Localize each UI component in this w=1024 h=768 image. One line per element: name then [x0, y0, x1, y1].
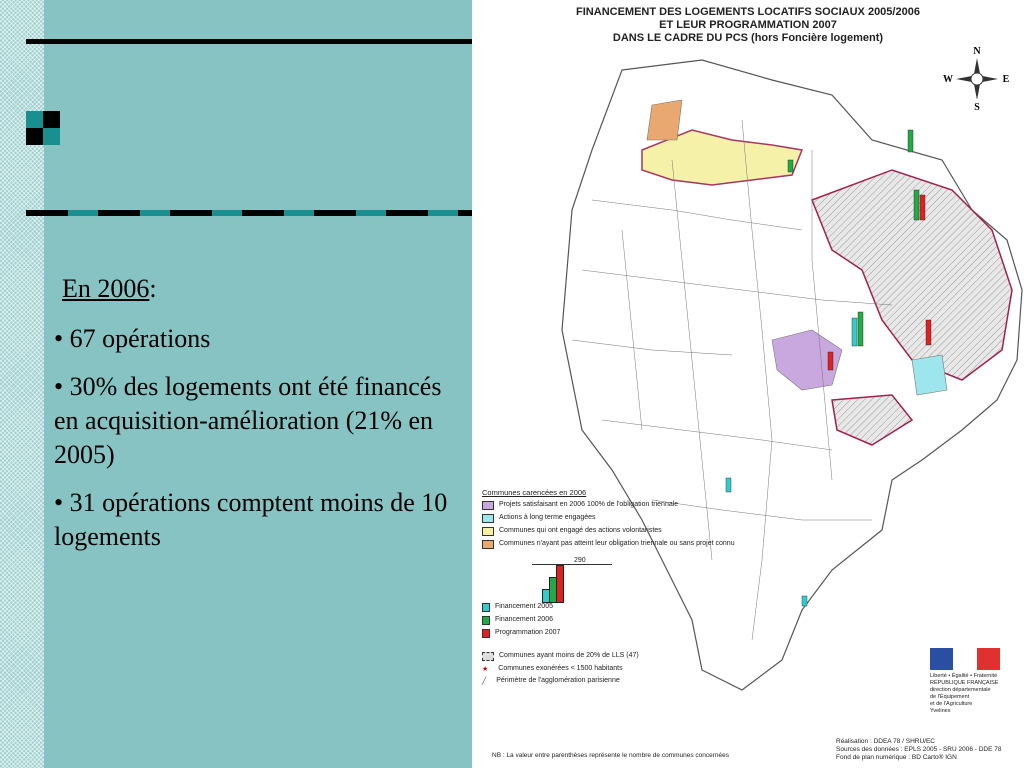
compass-e-label: E — [1002, 74, 1010, 85]
legend-series: Programmation 2007 — [482, 629, 782, 638]
map-legend — [482, 488, 782, 689]
map-note: NB : La valeur entre parenthèses représente le nombre de communes concernées — [492, 752, 730, 759]
legend-title: Communes carencées en 2006 — [482, 488, 587, 497]
map-title-line-3: DANS LE CADRE DU PCS (hors Foncière logement) — [612, 32, 884, 44]
legend-scale-chart — [482, 555, 782, 603]
legend-item: Projets satisfaisant en 2006 100% de l'obligation triennale — [482, 501, 782, 510]
legend-item: Actions à long terme engagées — [482, 514, 782, 523]
bullet-acquisition: • 30% des logements ont été financés en acquisition-amélioration (21% en 2005) — [54, 372, 442, 469]
legend-extra: Communes ayant moins de 20% de LLS (47) ★ Communes exonérées < 1500 habitants ╱ Périmètre de l'agglomération parisienne — [482, 652, 639, 685]
compass-s-label: S — [974, 102, 980, 113]
slide-heading: En 2006: — [62, 274, 157, 303]
dashed-rule — [26, 210, 472, 216]
map-credits: Réalisation : DDEA 78 / SHRU/EC Sources des données : EPLS 2005 - SRU 2006 - DDE 78 Fond de plan numérique : BD Carto® IGN — [836, 738, 1002, 761]
compass-n-label: N — [973, 46, 981, 57]
legend-series: Financement 2005 — [482, 603, 782, 612]
republique-logo: Liberté • Égalité • Fraternité RÉPUBLIQUE FRANÇAISE direction départementale de l'Équipement et de l'Agriculture Yvelines — [930, 648, 1000, 715]
legend-series: Financement 2006 — [482, 616, 782, 625]
bullet-small-operations: • 31 opérations comptent moins de 10 logements — [54, 488, 448, 551]
map-panel — [472, 0, 1024, 768]
top-rule — [26, 39, 472, 44]
orange-area — [647, 100, 682, 140]
compass-rose — [942, 44, 1012, 114]
legend-scale-value: 290 — [574, 557, 586, 564]
compass-w-label: W — [943, 74, 953, 85]
slide-text — [54, 272, 464, 568]
legend-item: Communes qui ont engagé des actions volontaristes — [482, 527, 782, 536]
slide-logo-icon — [26, 111, 60, 145]
map-title-line-1: FINANCEMENT DES LOGEMENTS LOCATIFS SOCIAUX 2005/2006 — [576, 6, 920, 18]
cyan-area — [912, 355, 947, 395]
legend-item: Communes n'ayant pas atteint leur obligation triennale ou sans projet connu — [482, 540, 782, 549]
bullet-operations: • 67 opérations — [54, 324, 211, 353]
map-title-line-2: ET LEUR PROGRAMMATION 2007 — [659, 19, 837, 31]
